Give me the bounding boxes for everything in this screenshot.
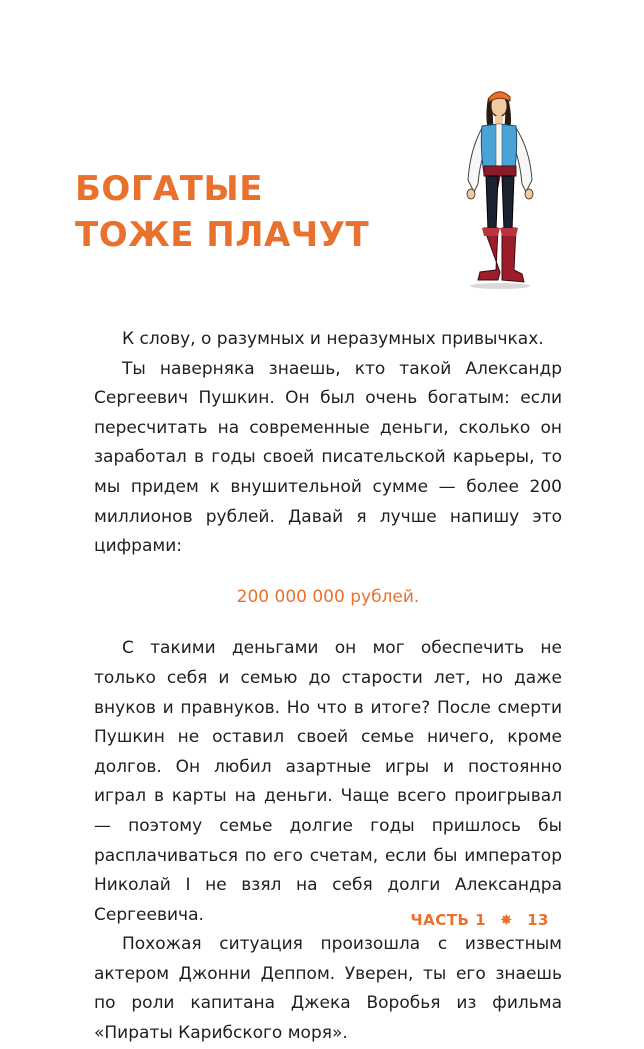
- chapter-heading: [75, 166, 369, 258]
- paragraph-1: К слову, о разумных и неразумных привычках.: [122, 329, 544, 349]
- paragraph-2: Ты наверняка знаешь, кто такой Александр Сергеевич Пушкин. Он был очень богатым: если пересчитать на современные деньги, сколько он заработал в годы своей писательской карьеры, то мы придем к внушительной сумме — более 200 миллионов рублей. Давай я лучше напишу это цифрами:: [94, 358, 562, 557]
- paragraph-4: Похожая ситуация произошла с известным актером Джонни Деппом. Уверен, ты его знаешь по роли капитана Джека Воробья из фильма «Пираты Карибского моря».: [94, 934, 562, 1044]
- highlighted-amount: 200 000 000 рублей.: [236, 586, 420, 607]
- page-footer: [410, 911, 549, 929]
- part-label: ЧАСТЬ 1: [410, 911, 487, 929]
- paragraph-3: С такими деньгами он мог обеспечить не только себя и семью до старости лет, но даже внуков и правнуков. Но что в итоге? После смерти Пушкин не оставил своей семье ничего, кроме долгов. Он любил азартные игры и постоянно играл в карты на деньги. Чаще всего проигрывал — поэтому семье долгие годы пришлось бы расплачиваться по его счетам, если бы император Николай I не взял на себя долги Александра Сергеевича.: [94, 638, 562, 925]
- heading-line-2: ТОЖЕ ПЛАЧУТ: [75, 215, 370, 255]
- body-text: [94, 325, 562, 1049]
- star-separator-icon: ✸: [500, 910, 514, 929]
- heading-line-1: БОГАТЫЕ: [75, 169, 263, 209]
- pirate-character-icon: [440, 80, 560, 295]
- page-number: 13: [527, 911, 549, 929]
